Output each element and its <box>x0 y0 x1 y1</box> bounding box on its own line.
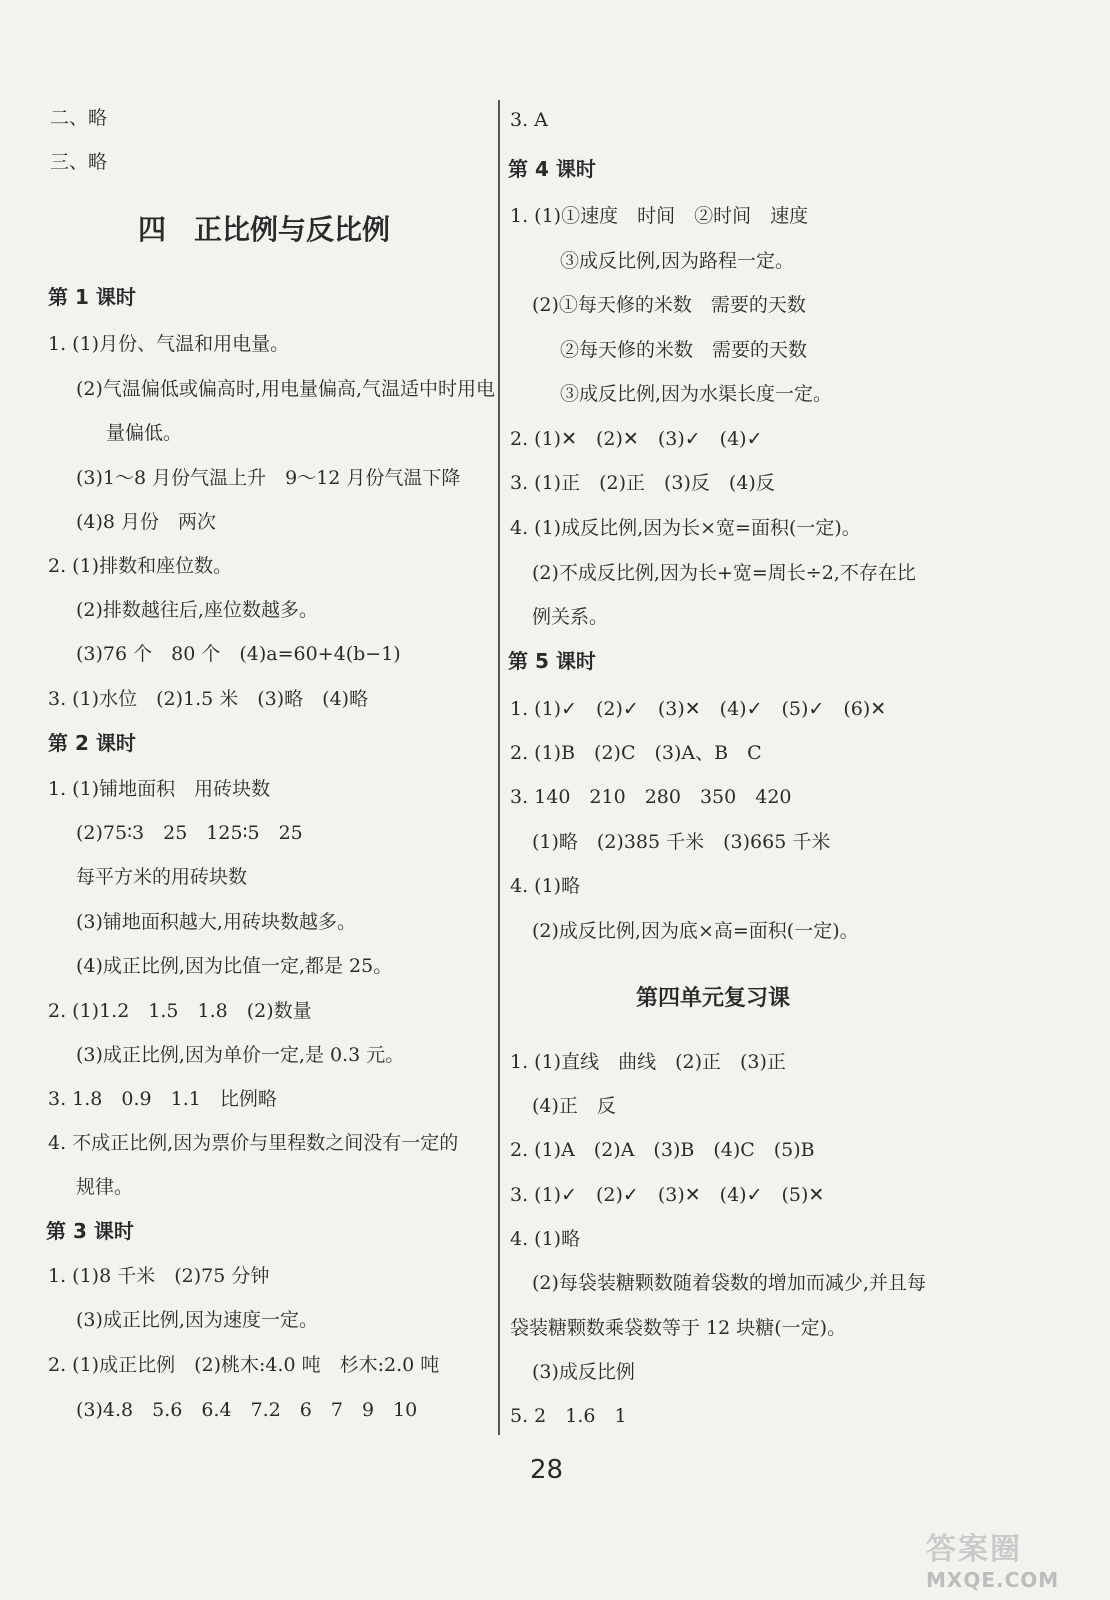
answer-line: 4. 不成正比例,因为票价与里程数之间没有一定的 <box>48 1132 459 1154</box>
answer-line: (2)75∶3 25 125∶5 25 <box>76 822 303 844</box>
answer-line: (3)4.8 5.6 6.4 7.2 6 7 9 10 <box>76 1399 418 1421</box>
answer-line: 三、略 <box>50 151 108 173</box>
answer-line: ③成反比例,因为路程一定。 <box>560 250 795 272</box>
answer-line: (3)铺地面积越大,用砖块数越多。 <box>76 911 356 933</box>
watermark-logo <box>926 1524 1096 1592</box>
answer-line: 例关系。 <box>532 606 609 628</box>
answer-line: (4)成正比例,因为比值一定,都是 25。 <box>76 955 393 977</box>
lesson-heading: 第 2 课时 <box>48 731 136 755</box>
answer-line: (2)不成反比例,因为长+宽=周长÷2,不存在比 <box>532 562 916 584</box>
answer-line: ②每天修的米数 需要的天数 <box>560 339 808 361</box>
answer-line: 2. (1)✕ (2)✕ (3)✓ (4)✓ <box>510 428 763 450</box>
answer-line: 1. (1)✓ (2)✓ (3)✕ (4)✓ (5)✓ (6)✕ <box>510 698 887 720</box>
lesson-heading: 第 1 课时 <box>48 285 136 309</box>
answer-line: 1. (1)月份、气温和用电量。 <box>48 333 290 355</box>
answer-line: 4. (1)略 <box>510 875 581 897</box>
answer-line: 1. (1)铺地面积 用砖块数 <box>48 778 271 800</box>
answer-line: 4. (1)成反比例,因为长×宽=面积(一定)。 <box>510 517 861 539</box>
answer-line: (2)成反比例,因为底×高=面积(一定)。 <box>532 920 859 942</box>
answer-line: (2)排数越往后,座位数越多。 <box>76 599 318 621</box>
answer-line: 2. (1)成正比例 (2)桃木:4.0 吨 杉木:2.0 吨 <box>48 1354 440 1376</box>
answer-line: 2. (1)B (2)C (3)A、B C <box>510 742 762 764</box>
answer-line: 3. A <box>510 109 548 131</box>
lesson-heading: 第 3 课时 <box>46 1219 134 1243</box>
answer-line: 袋装糖颗数乘袋数等于 12 块糖(一定)。 <box>510 1317 847 1339</box>
answer-line: 4. (1)略 <box>510 1228 581 1250</box>
answer-line: ③成反比例,因为水渠长度一定。 <box>560 383 833 405</box>
answer-line: 5. 2 1.6 1 <box>510 1405 627 1427</box>
answer-line: (3)成正比例,因为单价一定,是 0.3 元。 <box>76 1044 405 1066</box>
watermark-domain: MXQE.COM <box>926 1568 1060 1592</box>
answer-line: (3)成反比例 <box>532 1361 635 1383</box>
watermark-glyphs: 答案圈 <box>926 1532 1022 1567</box>
answer-line: 3. 1.8 0.9 1.1 比例略 <box>48 1088 277 1110</box>
answer-line: 量偏低。 <box>106 422 183 444</box>
unit-title: 四 正比例与反比例 <box>138 213 391 246</box>
column-divider <box>498 100 500 1435</box>
answer-line: (4)正 反 <box>532 1095 616 1117</box>
answer-line: (4)8 月份 两次 <box>76 511 217 533</box>
answer-line: (3)成正比例,因为速度一定。 <box>76 1309 318 1331</box>
page-number: 28 <box>530 1455 564 1485</box>
answer-line: 2. (1)A (2)A (3)B (4)C (5)B <box>510 1139 815 1161</box>
answer-line: 二、略 <box>50 107 108 129</box>
answer-line: 3. 140 210 280 350 420 <box>510 786 792 808</box>
answer-line: (2)①每天修的米数 需要的天数 <box>532 294 806 316</box>
review-title: 第四单元复习课 <box>636 986 791 1011</box>
answer-line: 3. (1)正 (2)正 (3)反 (4)反 <box>510 472 775 494</box>
answer-line: 2. (1)1.2 1.5 1.8 (2)数量 <box>48 1000 312 1022</box>
lesson-heading: 第 4 课时 <box>508 157 596 181</box>
answer-line: 规律。 <box>76 1176 134 1198</box>
answer-line: 1. (1)①速度 时间 ②时间 速度 <box>510 205 809 227</box>
answer-line: (2)每袋装糖颗数随着袋数的增加而减少,并且每 <box>532 1272 926 1294</box>
lesson-heading: 第 5 课时 <box>508 649 596 673</box>
answer-line: (1)略 (2)385 千米 (3)665 千米 <box>532 831 831 853</box>
answer-line: 3. (1)水位 (2)1.5 米 (3)略 (4)略 <box>48 688 369 710</box>
answer-line: (3)1～8 月份气温上升 9～12 月份气温下降 <box>76 467 461 489</box>
answer-line: (3)76 个 80 个 (4)a=60+4(b−1) <box>76 643 401 665</box>
answer-line: 1. (1)直线 曲线 (2)正 (3)正 <box>510 1051 786 1073</box>
answer-line: (2)气温偏低或偏高时,用电量偏高,气温适中时用电 <box>76 378 495 400</box>
answer-line: 2. (1)排数和座位数。 <box>48 555 233 577</box>
answer-line: 3. (1)✓ (2)✓ (3)✕ (4)✓ (5)✕ <box>510 1184 825 1206</box>
answer-line: 1. (1)8 千米 (2)75 分钟 <box>48 1265 270 1287</box>
answer-line: 每平方米的用砖块数 <box>76 866 248 888</box>
